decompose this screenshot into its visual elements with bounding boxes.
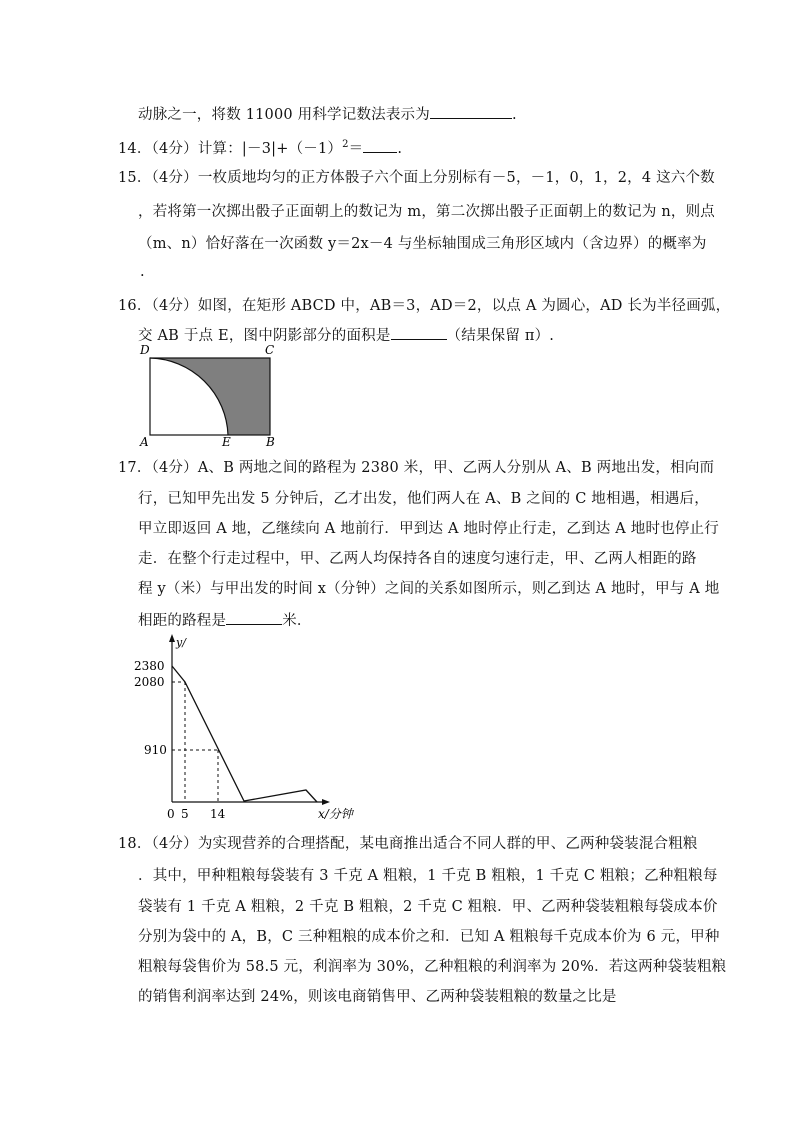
q17-line-1: 17．（4分）A、B 两地之间的路程为 2380 米，甲、乙两人分别从 A、B 两地出发，相向而	[118, 460, 715, 476]
q15-line-2: ，若将第一次掷出骰子正面朝上的数记为 m，第二次掷出骰子正面朝上的数记为 n，则点	[138, 204, 716, 220]
q13-answer-blank[interactable]	[430, 104, 512, 119]
q18-line-1: 18．（4分）为实现营养的合理搭配，某电商推出适合不同人群的甲、乙两种袋装混合粗粮	[118, 836, 698, 852]
x-axis-label: x/分钟	[318, 807, 353, 821]
y-tick-2080: 2080	[134, 675, 165, 689]
q17-text: 相距的路程是	[138, 613, 227, 629]
q17-text-end: 米．	[282, 613, 312, 629]
q16-answer-blank[interactable]	[391, 325, 447, 340]
q17-line-6	[138, 610, 312, 631]
q14-period: .	[397, 140, 403, 157]
y-axis-arrow	[169, 634, 175, 642]
q14	[118, 135, 402, 159]
q16-text: 交 AB 于点 E，图中阴影部分的面积是	[138, 328, 391, 344]
y-tick-910: 910	[144, 743, 167, 757]
x-tick-5: 5	[181, 807, 189, 821]
q13-text: 动脉之一，将数 11000 用科学记数法表示为	[138, 107, 430, 123]
label-A: A	[140, 435, 149, 449]
q18-line-4: 分别为袋中的 A，B，C 三种粗粮的成本价之和．已知 A 粗粮每千克成本价为 6 元，甲种	[138, 929, 720, 945]
q17-line-4: 走．在整个行走过程中，甲、乙两人均保持各自的速度匀速行走，甲、乙两人相距的路	[138, 551, 697, 567]
y-axis-label: y/	[176, 636, 186, 649]
q13-period: .	[511, 107, 517, 123]
label-B: B	[266, 435, 275, 449]
label-C: C	[265, 343, 275, 357]
q18-line-5: 粗粮每袋售价为 58.5 元，利润率为 30%，乙种粗粮的利润率为 20%．若这两种袋装粗粮	[138, 959, 727, 975]
q14-answer-blank[interactable]	[363, 138, 397, 153]
x-tick-14: 14	[210, 807, 226, 821]
x-tick-0: 0	[167, 807, 175, 821]
q18-line-2: ．其中，甲种粗粮每袋装有 3 千克 A 粗粮，1 千克 B 粗粮，1 千克 C 粗粮；乙种粗粮每	[138, 868, 718, 884]
q17-line-5: 程 y（米）与甲出发的时间 x（分钟）之间的关系如图所示，则乙到达 A 地时，甲与 A 地	[138, 581, 720, 597]
q15-line-1: 15．（4分）一枚质地均匀的正方体骰子六个面上分别标有－5，－1，0，1，2，4 这六个数	[118, 170, 715, 186]
q17-distance-time-graph	[130, 630, 370, 825]
q17-line-2: 行，已知甲先出发 5 分钟后，乙才出发，他们两人在 A、B 之间的 C 地相遇，相遇后，	[138, 491, 709, 507]
x-axis-arrow	[322, 799, 330, 805]
label-D: D	[140, 343, 150, 357]
q14-equals: ＝	[348, 140, 364, 157]
q14-exponent: 2	[342, 139, 349, 150]
shaded-region	[150, 358, 270, 435]
q14-text: 14．（4分）计算：|－3|+（－1）	[118, 140, 343, 157]
q18-line-3: 袋装有 1 千克 A 粗粮，2 千克 B 粗粮，2 千克 C 粗粮．甲、乙两种袋装粗粮每袋成本价	[138, 899, 718, 915]
q15-line-3: （m、n）恰好落在一次函数 y＝2x－4 与坐标轴围成三角形区域内（含边界）的概率为	[138, 236, 707, 252]
y-tick-2380: 2380	[134, 659, 165, 673]
q17-answer-blank[interactable]	[226, 610, 282, 625]
q18-line-6: 的销售利润率达到 24%，则该电商销售甲、乙两种袋装粗粮的数量之比是	[138, 989, 617, 1005]
q17-line-3: 甲立即返回 A 地，乙继续向 A 地前行．甲到达 A 地时停止行走，乙到达 A 地时也停止行	[138, 521, 719, 537]
q15-line-4: .	[140, 264, 145, 280]
q16-rectangle-figure	[138, 342, 288, 450]
distance-line	[172, 666, 317, 802]
q16-line-1: 16．（4分）如图，在矩形 ABCD 中，AB＝3，AD＝2，以点 A 为圆心，AD 长为半径画弧，	[118, 298, 731, 314]
label-E: E	[222, 435, 231, 449]
q13-continuation	[138, 104, 517, 125]
q16-text-end: （结果保留 π）.	[446, 328, 555, 344]
